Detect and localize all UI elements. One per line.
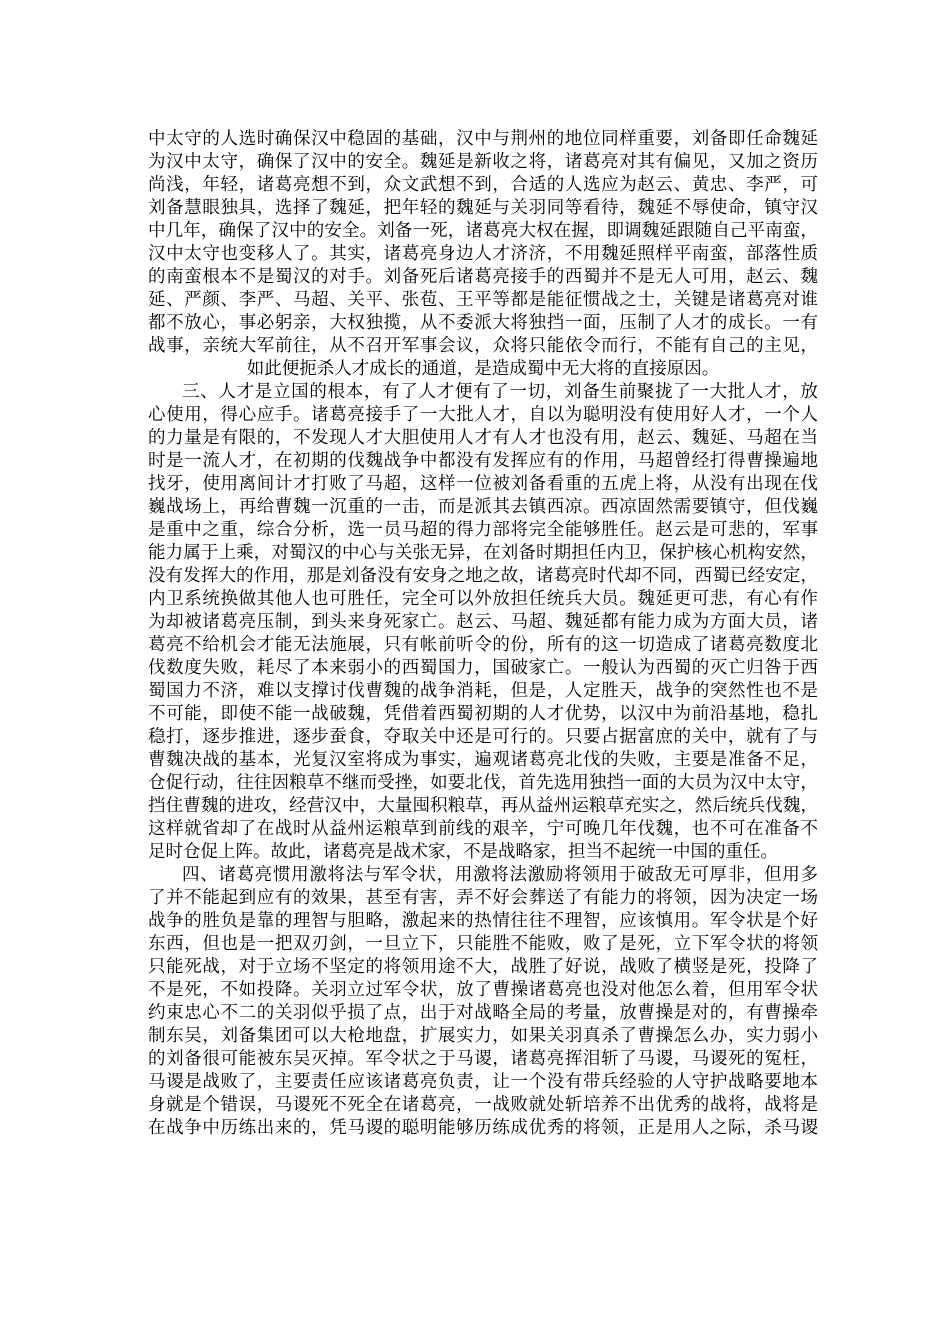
text-line: 刘备慧眼独具，选择了魏延，把年轻的魏延与关羽同等看待，魏延不辱使命，镇守汉 [148, 198, 818, 218]
document-body [148, 128, 818, 1140]
paragraph-start-line: 三、人才是立国的根本，有了人才便有了一切，刘备生前聚拢了一大批人才，放 [182, 382, 818, 402]
text-line: 中几年，确保了汉中的安全。刘备一死，诸葛亮大权在握，即调魏延跟随自己平南蛮， [148, 221, 818, 241]
text-line: 的力量是有限的，不发现人才大胆使用人才有人才也没有用，赵云、魏延、马超在当 [148, 428, 818, 448]
text-line: 不可能，即使不能一战破魏，凭借着西蜀初期的人才优势，以汉中为前沿基地，稳扎 [148, 704, 818, 724]
text-line: 都不放心，事必躬亲，大权独揽，从不委派大将独挡一面，压制了人才的成长。一有 [148, 313, 818, 333]
text-line: 蜀国力不济，难以支撑讨伐曹魏的战争消耗，但是，人定胜天，战争的突然性也不是 [148, 681, 818, 701]
text-line: 为却被诸葛亮压制，到头来身死家亡。赵云、马超、魏延都有能力成为方面大员，诸 [148, 612, 818, 632]
text-line: 约束忠心不二的关羽似乎损了点，出于对战略全局的考量，放曹操是对的，有曹操牵 [148, 1003, 818, 1023]
text-line: 不是死，不如投降。关羽立过军令状，放了曹操诸葛亮也没对他怎么着，但用军令状 [148, 980, 818, 1000]
text-line: 伐数度失败，耗尽了本来弱小的西蜀国力，国破家亡。一般认为西蜀的灭亡归咎于西 [148, 658, 818, 678]
text-line: 为汉中太守，确保了汉中的安全。魏延是新收之将，诸葛亮对其有偏见，又加之资历 [148, 152, 818, 172]
text-line: 找牙，使用离间计才打败了马超，这样一位被刘备看重的五虎上将，从没有出现在伐 [148, 474, 818, 494]
paragraph-start-line: 四、诸葛亮惯用激将法与军令状，用激将法激励将领用于破敌无可厚非，但用多 [182, 865, 818, 885]
text-line: 稳打，逐步推进，逐步蚕食，夺取关中还是可行的。只要占据富庶的关中，就有了与 [148, 727, 818, 747]
text-line: 是重中之重，综合分析，选一员马超的得力部将完全能够胜任。赵云是可悲的，军事 [148, 520, 818, 540]
text-line: 东西，但也是一把双刃剑，一旦立下，只能胜不能败，败了是死，立下军令状的将领 [148, 934, 818, 954]
text-line: 战争的胜负是靠的理智与胆略，激起来的热情往往不理智，应该慎用。军令状是个好 [148, 911, 818, 931]
text-line: 制东吴，刘备集团可以大枪地盘，扩展实力，如果关羽真杀了曹操怎么办，实力弱小 [148, 1026, 818, 1046]
text-line: 时是一流人才，在初期的伐魏战争中都没有发挥应有的作用，马超曾经打得曹操遍地 [148, 451, 818, 471]
paragraph-end-line: 足时仓促上阵。故此，诸葛亮是战术家，不是战略家，担当不起统一中国的重任。 [148, 842, 778, 862]
text-line: 挡住曹魏的进攻，经营汉中，大量囤积粮草，再从益州运粮草充实之，然后统兵伐魏， [148, 796, 818, 816]
text-line: 只能死战，对于立场不坚定的将领用途不大，战胜了好说，战败了横竖是死，投降了 [148, 957, 818, 977]
text-line: 能力属于上乘，对蜀汉的中心与关张无异，在刘备时期担任内卫，保护核心机构安然， [148, 543, 818, 563]
text-line: 巍战场上，再给曹魏一沉重的一击，而是派其去镇西凉。西凉固然需要镇守，但伐巍 [148, 497, 818, 517]
paragraph-end-line: 如此便扼杀人才成长的通道，是造成蜀中无大将的直接原因。 [246, 359, 720, 379]
text-line: 没有发挥大的作用，那是刘备没有安身之地之故，诸葛亮时代却不同，西蜀已经安定， [148, 566, 818, 586]
text-line: 葛亮不给机会才能无法施展，只有帐前听令的份，所有的这一切造成了诸葛亮数度北 [148, 635, 818, 655]
text-line: 马谡是战败了，主要责任应该诸葛亮负责，让一个没有带兵经验的人守护战略要地本 [148, 1072, 818, 1092]
text-line: 延、严颜、李严、马超、关平、张苞、王平等都是能征惯战之士，关键是诸葛亮对谁 [148, 290, 818, 310]
text-line: 尚浅，年轻，诸葛亮想不到，众文武想不到，合适的人选应为赵云、黄忠、李严，可 [148, 175, 818, 195]
text-line: 汉中太守也变移人了。其实，诸葛亮身边人才济济，不用魏延照样平南蛮，部落性质 [148, 244, 818, 264]
text-line: 在战争中历练出来的，凭马谡的聪明能够历练成优秀的将领，正是用人之际，杀马谡 [148, 1118, 818, 1138]
text-line: 中太守的人选时确保汉中稳固的基础，汉中与荆州的地位同样重要，刘备即任命魏延 [148, 129, 818, 149]
text-line: 战事，亲统大军前往，从不召开军事会议，众将只能依令而行，不能有自己的主见， [148, 336, 818, 356]
text-line: 的南蛮根本不是蜀汉的对手。刘备死后诸葛亮接手的西蜀并不是无人可用，赵云、魏 [148, 267, 818, 287]
text-line: 身就是个错误，马谡死不死全在诸葛亮，一战败就处斩培养不出优秀的战将，战将是 [148, 1095, 818, 1115]
text-line: 的刘备很可能被东吴灭掉。军令状之于马谡，诸葛亮挥泪斩了马谡，马谡死的冤枉， [148, 1049, 818, 1069]
text-line: 内卫系统换做其他人也可胜任，完全可以外放担任统兵大员。魏延更可悲，有心有作 [148, 589, 818, 609]
text-line: 心使用，得心应手。诸葛亮接手了一大批人才，自以为聪明没有使用好人才，一个人 [148, 405, 818, 425]
text-line: 了并不能起到应有的效果，甚至有害，弄不好会葬送了有能力的将领，因为决定一场 [148, 888, 818, 908]
text-line: 仓促行动，往往因粮草不继而受挫，如要北伐，首先选用独挡一面的大员为汉中太守， [148, 773, 818, 793]
text-line: 曹魏决战的基本，光复汉室将成为事实，遍观诸葛亮北伐的失败，主要是准备不足， [148, 750, 818, 770]
text-line: 这样就省却了在战时从益州运粮草到前线的艰辛，宁可晚几年伐魏，也不可在准备不 [148, 819, 818, 839]
